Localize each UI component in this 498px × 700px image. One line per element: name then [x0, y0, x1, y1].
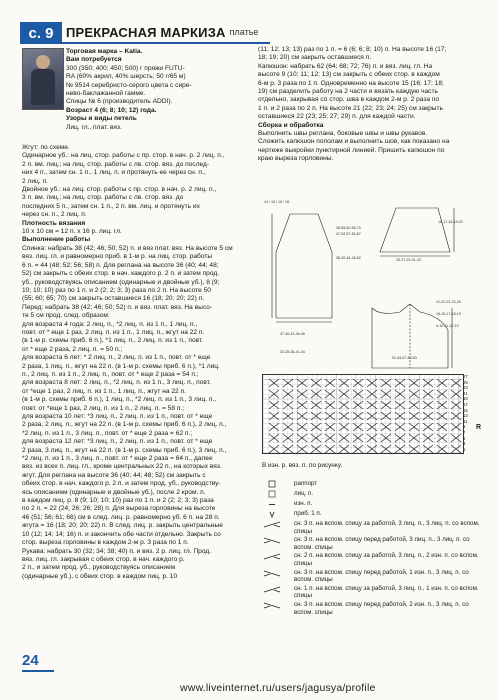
text-line: вяз. лиц. гл. закрывая с обеих стор. в нач. каждого р.	[22, 555, 185, 563]
text-line: (в 1-м р. схемы приб. 6 п.), 1 лиц. п., *2 лиц. п. из 1 п., 3 лиц. п.,	[22, 396, 217, 404]
text-line: *2 лиц. п. из 1 п., 3 лиц. п., повт. от * еще 2 раза = 64 п., далее	[22, 455, 213, 463]
row-number: 15	[463, 407, 468, 413]
row-number: 11	[463, 418, 468, 424]
text-line: 10 (12; 14; 14; 16) п. и закончить обе части отдельно. Закрыть со	[22, 530, 221, 538]
legend-label: изн. п.	[294, 500, 313, 507]
text-line: Сложить капюшон пополам и выполнить шов, как показано на	[258, 138, 450, 146]
text-line: (одинарные уб.), с обеих стор. в каждом лиц. р. 10	[22, 572, 178, 580]
text-line: жгут. Для реглана на высоте 36 (40; 44; 48; 52) см закрыть с	[22, 471, 206, 479]
text-line: ясь описанием (одинарные и двойные уб.), после 2 кром. п.	[22, 488, 206, 496]
legend-item	[262, 490, 482, 499]
stitch-symbol-icon	[262, 500, 282, 509]
text-line: от *еще 1 раз, 2 лиц. п. из 1 п., 1 лиц. п., жгут на 22 п.	[22, 387, 186, 395]
page-header	[20, 22, 270, 44]
text-line: Плотность вязания	[22, 219, 86, 227]
text-line: в каждом лиц. р. 8 (9; 10; 10; 10) раз по 1 п. и 2 (2; 2; 3; 3) раза	[22, 497, 214, 505]
text-line: 18; 19; 20) см закрыть оставшиеся п.	[258, 54, 372, 62]
legend-item	[262, 601, 482, 616]
text-line: для возраста 10 лет: *3 лиц. п., 2 лиц. п. из 1 п., повт. от * еще	[22, 413, 213, 420]
legend-label: сн. 3 п. на вспом. спицу перед работой, 3 лиц. п., 3 лиц. п. со вспом. спицы	[294, 536, 470, 551]
stitch-symbol-icon	[262, 536, 282, 545]
legend-item	[262, 552, 482, 567]
row-number: 9	[463, 424, 466, 430]
text-line: через сн. п., 2 лиц. п.	[22, 211, 87, 219]
text-line: 2 раза, 2 лиц. п., жгут на 22 п. (в 1-м р. схемы приб. 6 п.), 2 лиц. п.,	[22, 421, 227, 429]
legend-item	[262, 536, 482, 551]
text-line: Рукава: набрать 30 (32; 34; 38; 40) п. и вяз. 2 р. лиц. гл. Прод.	[22, 547, 212, 555]
row-number: 1	[463, 446, 466, 452]
sleeve-outline	[380, 208, 450, 252]
row-number: 13	[463, 413, 468, 419]
dim-sleeve-top: 16-17-18-19-20	[438, 220, 463, 224]
symbol-legend	[262, 480, 482, 617]
legend-label: раппорт	[294, 480, 318, 487]
text-line: 2 лиц. п.	[22, 177, 48, 185]
text-line: краю выреза горловины.	[258, 155, 334, 163]
text-line: 2 раза, 1 лиц. п., жгут на 22 п. (в 1-м р. схемы приб. 6 п.), *1 лиц.	[22, 362, 220, 370]
dim-hood-side: 9-10-11-12-13	[436, 324, 459, 328]
text-line: Возраст 4 (6; 8; 10; 12) года.	[66, 106, 157, 114]
chart-note: В изн. р. вяз. п. по рисунку.	[262, 462, 343, 469]
text-line: 300 (350; 400; 450; 500) г пряжи FUTU-	[66, 64, 185, 72]
instructions-left-column	[22, 144, 254, 581]
text-line: 10 х 10 см = 12 п. х 16 р. лиц. гл.	[22, 228, 122, 236]
text-line: для возраста 8 лет: 2 лиц. п., *2 лиц. п. из 1 п., 3 лиц. п., повт.	[22, 379, 211, 387]
pattern-schematic	[262, 200, 472, 370]
text-line: для возраста 12 лет: *3 лиц. п., 2 лиц. п. из 1 п., повт. от * еще	[22, 438, 213, 446]
stitch-symbol-icon	[262, 490, 282, 499]
text-line: 46 (51; 56; 61; 66) см в след. лиц. р. равномерно уб. 6 п. на 28 п.	[22, 513, 220, 521]
dim-hem: 37-40-43-46-49	[280, 332, 305, 336]
stitch-symbol-icon	[262, 510, 282, 519]
text-line: 10; 10; 10) раз по 1 п. и 2 (2; 2; 3; 3) раза по 2 п. На высоте 50	[22, 286, 211, 294]
text-line: от * еще 2 раза, 2 лиц. п. = 50 п.;	[22, 345, 123, 353]
text-line: 3 п. вм. лиц.; на лиц. стор. работы с лв. стор. вяз. до	[22, 194, 184, 202]
text-line: RA (60% акрил, 40% шерсть; 50 г/65 м)	[66, 73, 186, 81]
model-photo	[22, 48, 64, 110]
text-line: повт. от * еще 1 раз, 2 лиц. п. из 1 п., 1 лиц. п., жгут на 22 п.	[22, 328, 205, 336]
text-line: отдельно, закрывая со стор. шва в каждом 2-м р. 2 раза по	[258, 96, 440, 104]
text-line: № 9514 серебристо-серого цвета с сире-	[66, 81, 192, 89]
dim-side: 36-40-44-48-52	[336, 256, 361, 260]
text-line: (в 1-м р. схемы приб. 6 п.), *1 лиц. п., 2 лиц. п. из 1 п., повт.	[22, 337, 204, 345]
page-number: 24	[22, 652, 54, 672]
dim-neck: 14 / 15 / 16 / 18	[264, 200, 289, 204]
legend-label: лиц. п.	[294, 490, 314, 497]
text-line: Двойное уб.: на лиц. стор. работы с пр. стор. в нач. р. 2 лиц. п.,	[22, 186, 217, 194]
text-line: них 4 п., затем сн. 1 п., 1 лиц. п. и протянуть ее через сн. п.,	[22, 169, 206, 177]
schematic-drawing	[262, 200, 472, 370]
text-line: жгута = 16 (18; 20; 20; 22) п. В след. лиц. р. закрыть центральные	[22, 522, 223, 530]
chart-side-mark: R	[476, 424, 482, 431]
text-line: оставшиеся 22 (23; 25; 27; 29) п. для каждой части.	[258, 113, 416, 121]
stitch-symbol-icon	[262, 601, 282, 610]
page-subtitle: платье	[229, 27, 259, 37]
text-line: 1 п. и 2 раза по 2 п. На высоте 21 (22; 23; 24; 25) см закрыть	[258, 104, 443, 112]
text-line: Выполнение работы	[22, 236, 91, 244]
stitch-symbol-icon	[262, 520, 282, 529]
legend-label: сн. 3 п. на вспом. спицу перед работой, 2 изн. п., 3 лиц. п. со вспом. спицы	[294, 600, 469, 616]
text-line: стор. выреза горловины в каждом 2-м р. 3 раза по 1 п.	[22, 539, 189, 547]
dim-raglan: 38-55-60-65-70	[336, 226, 361, 230]
text-line: Спицы № 6 (производитель ADDI).	[66, 98, 173, 106]
text-line: Жгут: по схеме.	[22, 144, 70, 151]
section-badge: с. 9	[20, 22, 62, 44]
legend-label: сн. 3 п. на вспом. спицу за работой, 3 лиц. п., 3 лиц. п. со вспом. спицы	[294, 520, 480, 535]
text-line: 19) см разделить работу на 2 части и вязать каждую часть	[258, 88, 438, 96]
text-line: 6 п. = 44 (48; 52; 56; 58) п. Для реглана на высоте 36 (40; 44; 48;	[22, 261, 219, 269]
text-line: Капюшон: набрать 62 (64; 68; 72; 76) п. и вяз. лиц. гл. На	[258, 62, 433, 70]
text-line: последних 5 п., затем сн. 1 п., 2 п. вм. лиц. и протянуть их	[22, 202, 200, 210]
row-number: 23	[463, 385, 468, 391]
text-line: Выполнить швы реглана, боковые швы и швы рукавов.	[258, 130, 428, 138]
legend-label: приб. 1 п.	[294, 510, 322, 517]
page-title: ПРЕКРАСНАЯ МАРКИЗА	[66, 24, 226, 40]
watermark: www.liveinternet.ru/users/jagusya/profile	[180, 682, 376, 694]
text-line: 2 п., и затем прод. уб., руководствуясь описанием	[22, 564, 176, 572]
text-line: для возраста 6 лет: * 2 лиц. п., 2 лиц. п. из 1 п., повт. от * еще	[22, 354, 211, 362]
dim-sleeve-cap: 25-27-29-31-33	[396, 258, 421, 262]
text-line: вяз. из всех п. лиц. гл., кроме центральных 22 п., на которых вяз.	[22, 463, 222, 471]
stitch-symbol-icon	[262, 585, 282, 594]
text-line: чертеже выкройки пунктирной линией. Пришить капюшон по	[258, 146, 445, 154]
dim-hood-base: 51-54-57-60-63	[392, 356, 417, 360]
row-number: 25	[463, 379, 468, 385]
legend-item	[262, 585, 482, 600]
text-line: Перед: набрать 38 (42; 46; 50; 52) п. и вяз. плат. вяз. На высо-	[22, 303, 213, 311]
stitch-symbol-icon	[262, 552, 282, 561]
text-line: Торговая марка – Katia.	[66, 48, 143, 55]
text-line: высоте 9 (10; 11; 12; 13) см закрыть с обеих стор. в каждом	[258, 71, 440, 79]
stitch-symbol-icon	[262, 569, 282, 578]
row-number: 17	[463, 402, 468, 407]
legend-item	[262, 500, 482, 509]
text-line: 6-м р. 3 раза по 1 п. Одновременно на высоте 15 (16; 17; 18;	[258, 79, 444, 87]
materials-block	[66, 48, 252, 132]
text-line: Вам потребуется	[66, 56, 122, 64]
text-line: (55; 60; 65; 70) см закрыть оставшиеся 16 (18; 20; 20; 22) п.	[22, 295, 205, 303]
text-line: вяз. лиц. гл. и равномерно приб. в 1-м р. на лиц. стор. работы	[22, 253, 213, 261]
body-outline	[276, 214, 332, 318]
text-line: (11; 12; 13; 13) раз по 1 п. = 6 (6; 6; 8; 10) п. На высоте 16 (17;	[258, 46, 447, 53]
row-number: 5	[463, 435, 466, 441]
text-line: для возраста 4 года: 2 лиц. п., *2 лиц. п. из 1 п., 1 лиц. п.,	[22, 320, 198, 328]
text-line: нево-баклажанной гамме.	[66, 90, 146, 98]
dim-width: 32-35-38-41-44	[280, 350, 305, 354]
legend-label: сн. 3 п. на вспом. спицу перед работой, 1 изн. п., 3 лиц. п. со вспом. спицы	[294, 568, 469, 584]
text-line: обеих стор. в нач. каждого р. 2 п. и затем прод. уб., руководству-	[22, 480, 221, 488]
row-number: 19	[463, 396, 468, 402]
dim-hood-mid: 15-16-17-18-19	[436, 312, 461, 316]
legend-item	[262, 480, 482, 489]
stitch-symbol-icon	[262, 480, 282, 489]
chart-row-numbers	[463, 374, 477, 454]
text-line: 2 п. вм. лиц.; на лиц. стор. работы с лв. стор. вяз. до послед-	[22, 160, 210, 168]
text-line: 52) см закрыть с обеих стор. в нач. каждого р. 2 п. и затем прод.	[22, 270, 220, 278]
row-number: 7	[463, 430, 466, 435]
text-line: те 5 см прод. след. образом:	[22, 312, 110, 320]
dim-hood-top: 21-22-23-24-25	[436, 300, 461, 304]
row-number: 21	[463, 390, 468, 396]
legend-label: сн. 2 п. на вспом. спицу за работой, 3 лиц. п., 2 изн. п. со вспом. спицы	[294, 552, 479, 567]
text-line: уб., руководствуясь описанием (одинарные и двойные уб.), 8 (9;	[22, 278, 220, 286]
text-line: повт. от *еще 1 раз, 2 лиц. п. из 1 п., 2 лиц. п. = 58 п.;	[22, 404, 185, 412]
text-line: *2 лиц. п. из 1 п., 3 лиц. п., повт. от * еще 2 раза = 62 п.;	[22, 429, 193, 437]
instructions-right-column	[258, 46, 478, 164]
text-line: Спинка: набрать 38 (42; 46; 50; 52) п. и вяз плат. вяз. На высоте 5 см	[22, 244, 233, 252]
legend-label: сн. 1 п. на вспом. спицу за работой, 3 лиц. п., 1 изн. п. со вспом. спицы	[294, 584, 479, 600]
row-number: 27	[463, 374, 468, 379]
text-line: 2 раза, 3 лиц. п., жгут на 22 п. (в 1-м р. схемы приб. 6 п.), 3 лиц. п.,	[22, 446, 227, 454]
text-line: Сборка и обработка	[258, 121, 324, 129]
legend-item	[262, 569, 482, 584]
text-line: Одинарное уб.: на лиц. стор. работы с пр. стор. в нач. р. 2 лиц. п.,	[22, 152, 225, 160]
row-number: 3	[463, 441, 466, 447]
cable-chart	[262, 374, 464, 454]
legend-item	[262, 510, 482, 519]
legend-item	[262, 520, 482, 535]
dim-raglan-2: 47-52-57-62-67	[336, 232, 361, 236]
text-line: п., 2 лиц. п. из 1 п., 2 лиц. п., повт. от * еще 2 раза = 54 п.;	[22, 370, 199, 378]
text-line: по 2 п. = 22 (24; 26; 26; 28) п. Для выреза горловины на высоте	[22, 505, 216, 513]
text-line: Лиц. гл., плат. вяз.	[66, 123, 122, 131]
text-line: Узоры и виды петель	[66, 115, 137, 123]
